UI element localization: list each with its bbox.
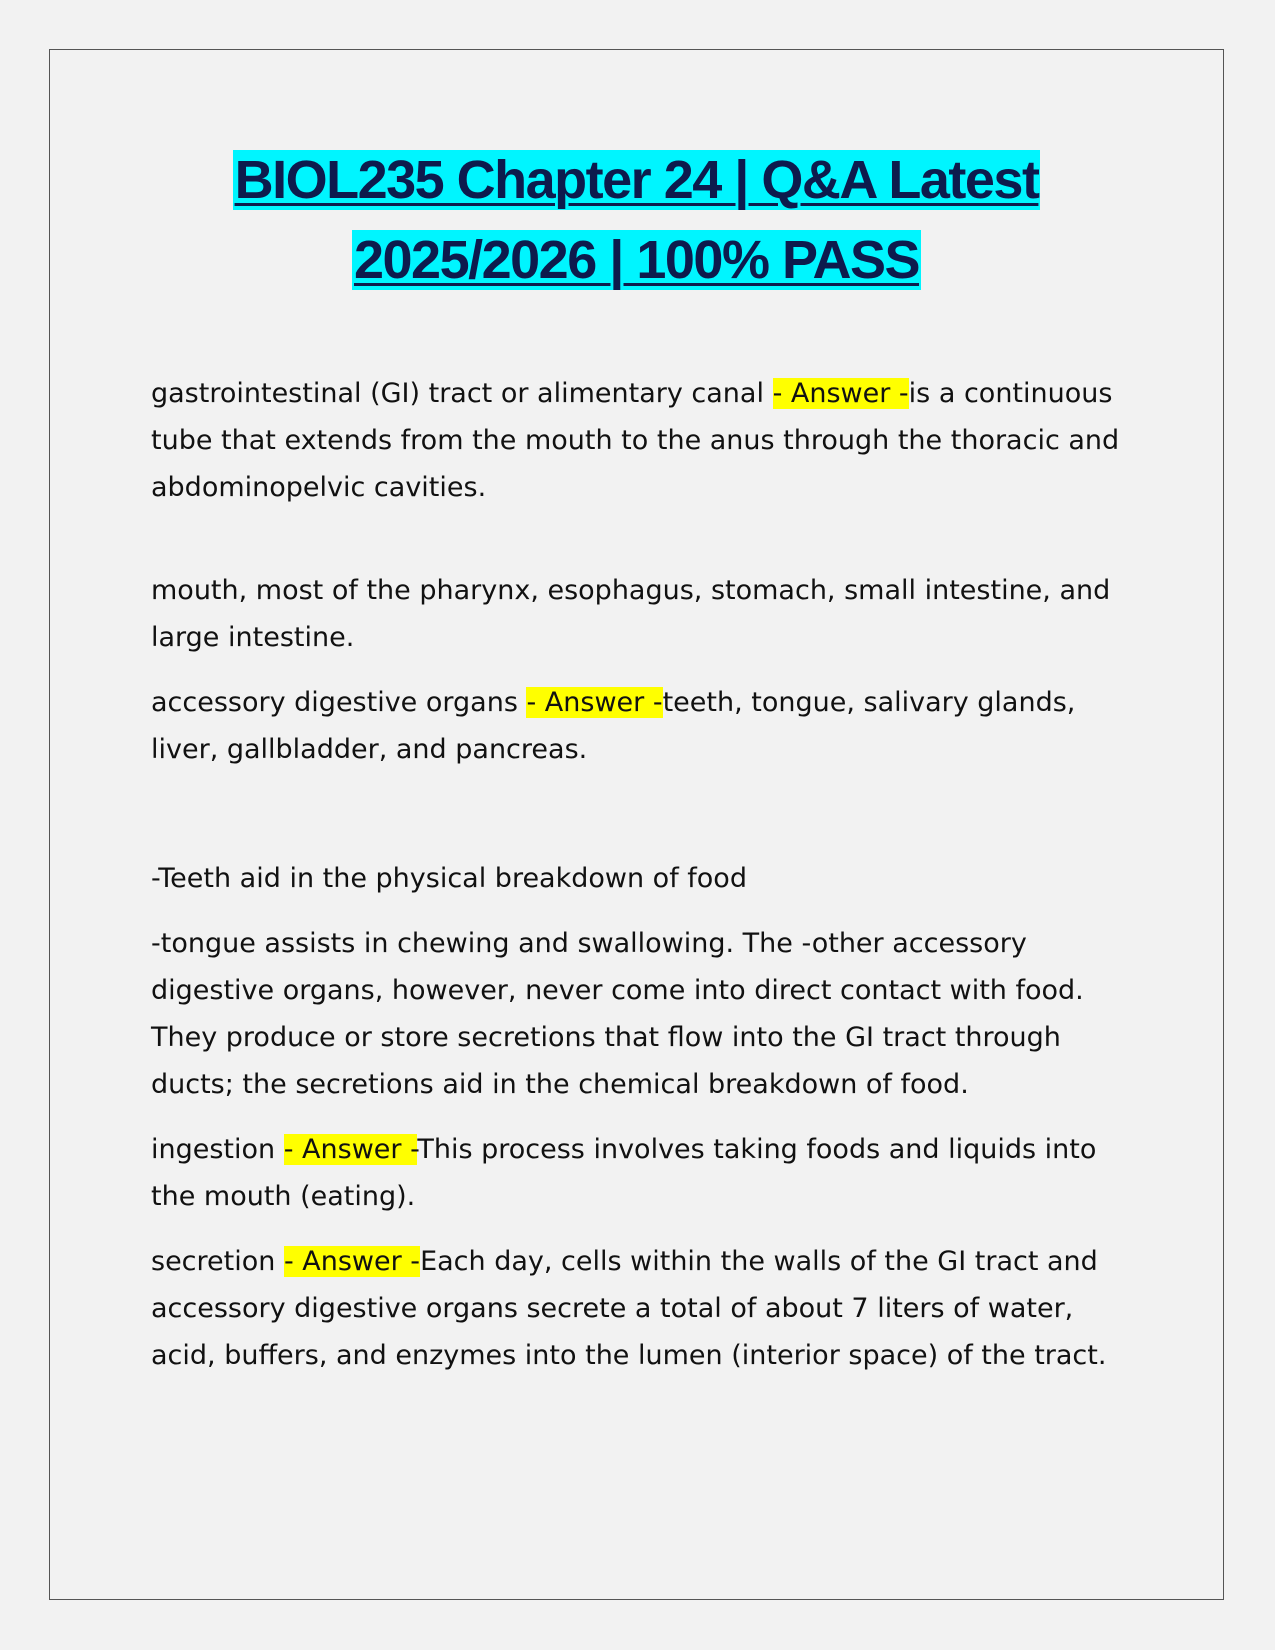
qa-entry-ingestion — [151, 1126, 1131, 1220]
qa-entry-tongue — [151, 920, 1131, 1108]
qa-entry-gi-organs — [151, 567, 1131, 661]
entry-term: gastrointestinal (GI) tract or alimentary canal — [151, 378, 773, 409]
document-title — [49, 140, 1224, 300]
title-line-2: 2025/2026 | 100% PASS — [353, 230, 920, 290]
qa-entry-accessory-organs — [151, 679, 1131, 773]
entry-answer: This process involves taking foods and liquids into the mouth (eating). — [151, 1134, 1097, 1212]
entry-term: ingestion — [151, 1134, 284, 1165]
entry-answer: -Teeth aid in the physical breakdown of food — [151, 863, 747, 894]
entry-term: accessory digestive organs — [151, 687, 527, 718]
qa-entry-teeth — [151, 855, 1131, 902]
document-body — [151, 370, 1131, 1379]
entry-answer: is a continuous tube that extends from the mouth to the anus through the thoracic and abdominopelvic cavities. — [151, 378, 1120, 503]
entry-term: secretion — [151, 1246, 284, 1277]
answer-marker: - Answer - — [526, 687, 663, 718]
title-line-1: BIOL235 Chapter 24 | Q&A Latest — [234, 150, 1039, 210]
entry-answer: teeth, tongue, salivary glands, liver, gallbladder, and pancreas. — [151, 687, 1076, 765]
qa-entry-gi-tract — [151, 370, 1131, 511]
qa-entry-secretion — [151, 1238, 1131, 1379]
answer-marker: - Answer - — [772, 378, 909, 409]
entry-answer: Each day, cells within the walls of the GI tract and accessory digestive organs secrete a total of about 7 liters of water, acid, buffers, and enzymes into the lumen (interior space) of the tract. — [151, 1246, 1107, 1371]
answer-marker: - Answer - — [283, 1246, 421, 1277]
answer-marker: - Answer - — [283, 1134, 418, 1165]
entry-answer: -tongue assists in chewing and swallowing. The -other accessory digestive organs, however, never come into direct contact with food. They produce or store secretions that flow into the GI tract through ducts; the secretions aid in the chemical breakdown of food. — [151, 928, 1084, 1100]
entry-answer: mouth, most of the pharynx, esophagus, stomach, small intestine, and large intestine. — [151, 575, 1111, 653]
